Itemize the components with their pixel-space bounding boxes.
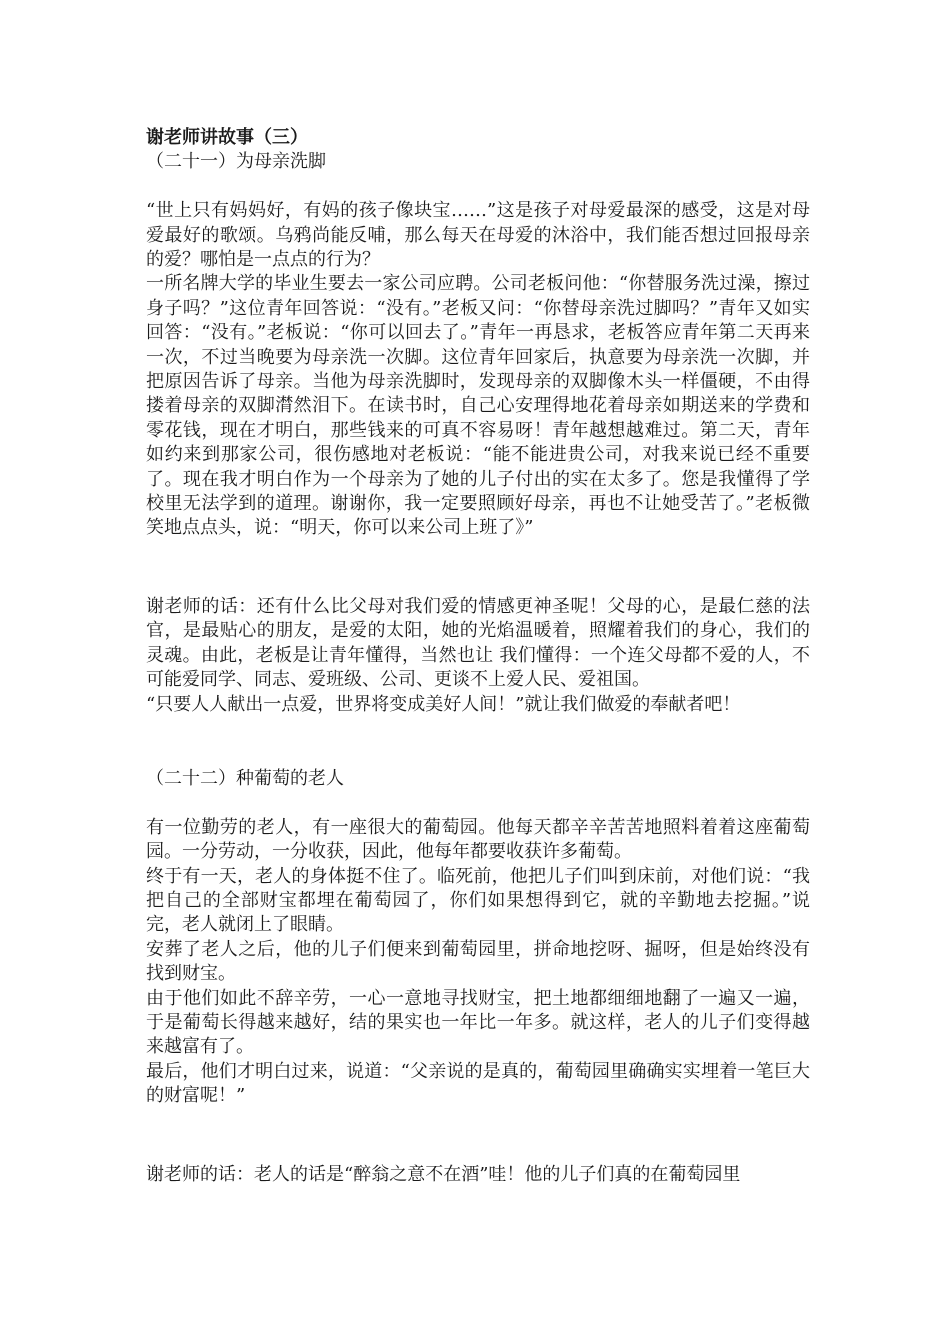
story-21-heading: （二十一）为母亲洗脚 xyxy=(146,151,326,173)
spacer xyxy=(146,1109,810,1163)
story-22-comment: 谢老师的话：老人的话是“醉翁之意不在酒”哇！他的儿子们真的在葡萄园里 xyxy=(146,1163,741,1185)
spacer xyxy=(146,541,810,595)
story-22-heading: （二十二）种葡萄的老人 xyxy=(146,767,344,789)
document-title: 谢老师讲故事（三） xyxy=(146,127,308,148)
spacer xyxy=(146,717,810,767)
story-21-paragraph: “世上只有妈妈好，有妈的孩子像块宝……”这是孩子对母爱最深的感受，这是对母爱最好的歌颂。乌鸦尚能反哺，那么每天在母爱的沐浴中，我们能否想过回报母亲的爱？哪怕是一点点的行为？ xyxy=(146,200,810,271)
story-22-paragraph: 终于有一天，老人的身体挺不住了。临死前，他把儿子们叫到床前，对他们说：“我把自己的全部财宝都埋在葡萄园了，你们如果想得到它，就的辛勤地去挖掘。”说完，老人就闭上了眼睛。 xyxy=(146,865,810,936)
story-22-paragraph: 有一位勤劳的老人，有一座很大的葡萄园。他每天都辛辛苦苦地照料着着这座葡萄园。一分劳动，一分收获，因此，他每年都要收获许多葡萄。 xyxy=(146,816,810,863)
story-21-paragraph: 一所名牌大学的毕业生要去一家公司应聘。公司老板问他：“你替服务洗过澡，擦过身子吗？”这位青年回答说：“没有。”老板又问：“你替母亲洗过脚吗？”青年又如实回答：“没有。”老板说：“你可以回去了。”青年一再恳求，老板答应青年第二天再来一次，不过当晚要为母亲洗一次脚。这位青年回家后，执意要为母亲洗一次脚，并把原因告诉了母亲。当他为母亲洗脚时，发现母亲的双脚像木头一样僵硬，不由得搂着母亲的双脚潸然泪下。在读书时，自己心安理得地花着母亲如期送来的学费和零花钱，现在才明白，那些钱来的可真不容易呀！青年越想越难过。第二天，青年如约来到那家公司，很伤感地对老板说：“能不能进贵公司，对我来说已经不重要了。现在我才明白作为一个母亲为了她的儿子付出的实在太多了。您是我懂得了学校里无法学到的道理。谢谢你，我一定要照顾好母亲，再也不让她受苦了。”老板微笑地点点头，说：“明天，你可以来公司上班了》” xyxy=(146,273,810,539)
story-22-paragraph: 由于他们如此不辞辛劳，一心一意地寻找财宝，把土地都细细地翻了一遍又一遍，于是葡萄长得越来越好，结的果实也一年比一年多。就这样，老人的儿子们变得越来越富有了。 xyxy=(146,987,810,1058)
story-21-comment-closing: “只要人人献出一点爱，世界将变成美好人间！”就让我们做爱的奉献者吧！ xyxy=(146,693,741,715)
spacer xyxy=(146,175,810,199)
story-22-paragraph: 最后，他们才明白过来，说道：“父亲说的是真的，葡萄园里确确实实埋着一笔巨大的财富呢！” xyxy=(146,1060,810,1107)
spacer xyxy=(146,791,810,815)
story-21-comment: 谢老师的话：还有什么比父母对我们爱的情感更神圣呢！父母的心，是最仁慈的法官，是最贴心的朋友，是爱的太阳，她的光焰温暖着，照耀着我们的身心，我们的灵魂。由此，老板是让青年懂得，当然也让 我们懂得：一个连父母都不爱的人，不可能爱同学、同志、爱班级、公司、更谈不上爱人民、爱祖国。 xyxy=(146,595,810,691)
document-page xyxy=(146,120,810,1187)
story-22-paragraph: 安葬了老人之后，他的儿子们便来到葡萄园里，拼命地挖呀、掘呀，但是始终没有找到财宝。 xyxy=(146,938,810,985)
